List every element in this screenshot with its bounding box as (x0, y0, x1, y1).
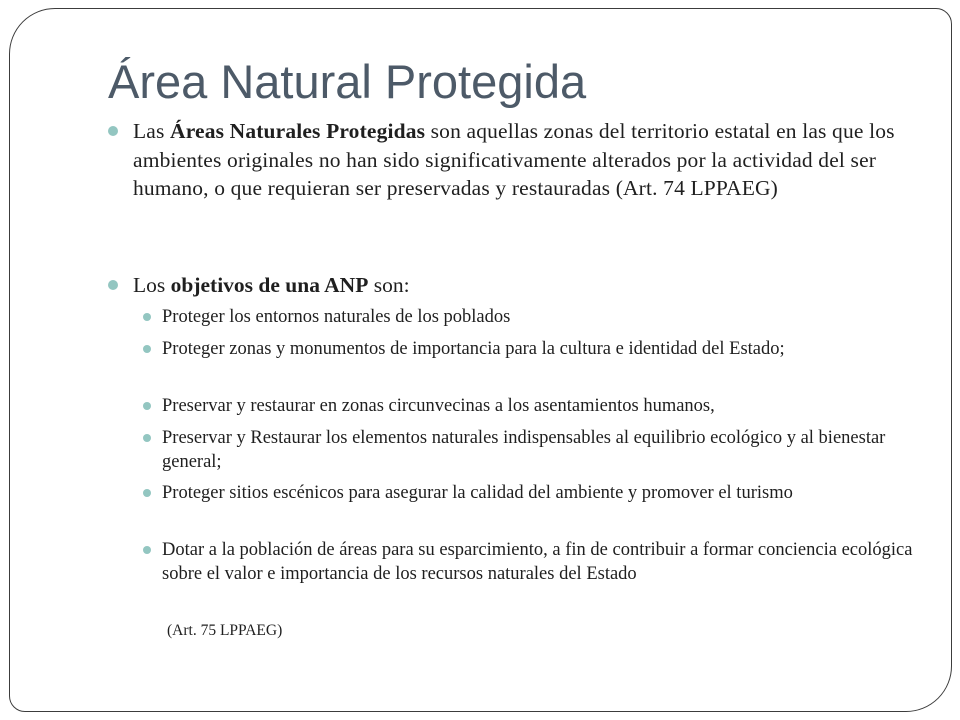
objectives-bold: objetivos de una ANP (170, 273, 369, 297)
sub-bullet-dot-icon (143, 313, 151, 321)
definition-paragraph (133, 117, 913, 203)
objectives-rest: son: (368, 273, 410, 297)
slide-title: Área Natural Protegida (108, 55, 587, 108)
bullet-dot-icon (108, 126, 118, 136)
objective-item: Preservar y Restaurar los elementos naturales indispensables al equilibrio ecológico y al bienestar general; (162, 428, 886, 472)
definition-text: son aquellas zonas del territorio estatal en las que los ambientes originales no han sido significativamente alterados por la actividad del ser humano, o que requieran ser preservadas y restauradas (Art. 74 LPPAEG) (133, 119, 895, 200)
objective-item: Proteger zonas y monumentos de importancia para la cultura e identidad del Estado; (162, 339, 785, 359)
objectives-prefix: Los (133, 273, 171, 297)
sub-bullet-dot-icon (143, 345, 151, 353)
sub-bullet-dot-icon (143, 489, 151, 497)
objective-item: Preservar y restaurar en zonas circunvecinas a los asentamientos humanos, (162, 396, 715, 416)
objective-item: Dotar a la población de áreas para su esparcimiento, a fin de contribuir a formar conciencia ecológica sobre el valor e importancia de los recursos naturales del Estado (162, 540, 913, 584)
sub-bullet-dot-icon (143, 434, 151, 442)
sub-bullet-dot-icon (143, 546, 151, 554)
sub-bullet-dot-icon (143, 402, 151, 410)
objective-item: Proteger los entornos naturales de los poblados (162, 307, 511, 327)
source-citation: (Art. 75 LPPAEG) (167, 622, 283, 639)
bullet-dot-icon (108, 280, 118, 290)
definition-bold: Áreas Naturales Protegidas (170, 119, 426, 143)
definition-prefix: Las (133, 119, 171, 143)
objectives-heading (133, 271, 913, 299)
objective-item: Proteger sitios escénicos para asegurar la calidad del ambiente y promover el turismo (162, 483, 793, 503)
